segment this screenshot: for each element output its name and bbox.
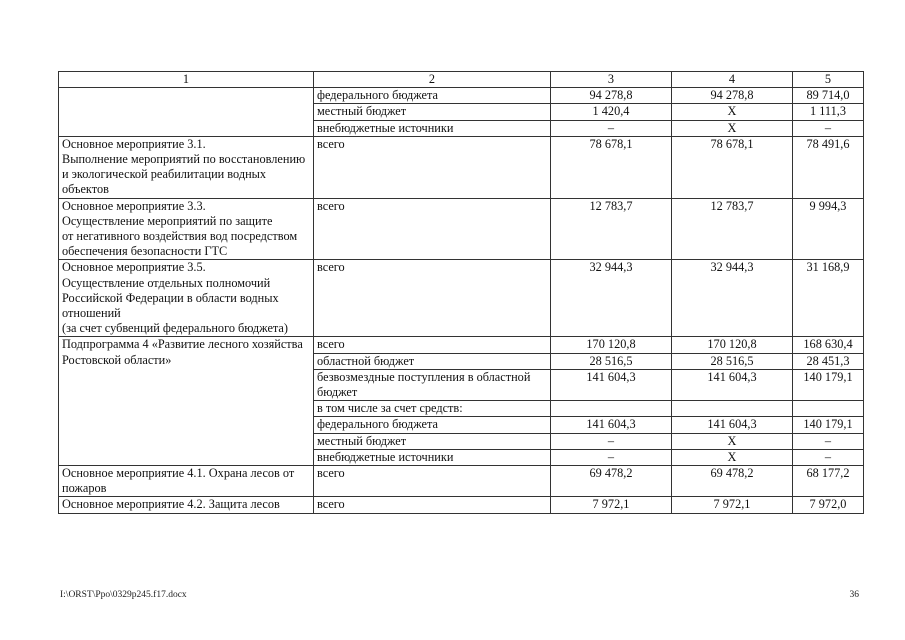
value-cell-col5 — [793, 401, 864, 417]
value-cell-col3: – — [551, 449, 672, 465]
value-cell-col5: 78 491,6 — [793, 136, 864, 198]
value-cell-col5: 1 111,3 — [793, 104, 864, 120]
table-row — [59, 466, 864, 497]
activity-name-cell: Основное мероприятие 4.1. Охрана лесов от пожаров — [59, 466, 314, 497]
header-cell: 3 — [551, 72, 672, 88]
value-cell-col5: 7 972,0 — [793, 497, 864, 513]
funding-source-cell: местный бюджет — [314, 433, 551, 449]
value-cell-col4: 78 678,1 — [672, 136, 793, 198]
table-row — [59, 260, 864, 337]
activity-name-cell — [59, 88, 314, 137]
table-header-row — [59, 72, 864, 88]
value-cell-col3: 170 120,8 — [551, 337, 672, 353]
funding-source-cell: в том числе за счет средств: — [314, 401, 551, 417]
value-cell-col3: 1 420,4 — [551, 104, 672, 120]
value-cell-col3: 94 278,8 — [551, 88, 672, 104]
value-cell-col4: 170 120,8 — [672, 337, 793, 353]
budget-table — [58, 71, 864, 514]
header-cell: 1 — [59, 72, 314, 88]
activity-name-cell: Подпрограмма 4 «Развитие лесного хозяйства Ростовской области» — [59, 337, 314, 466]
value-cell-col3: 12 783,7 — [551, 198, 672, 260]
value-cell-col4: Х — [672, 449, 793, 465]
header-cell: 2 — [314, 72, 551, 88]
funding-source-cell: безвозмездные поступления в областной бюджет — [314, 369, 551, 400]
activity-name-cell: Основное мероприятие 3.1. Выполнение мероприятий по восстановлению и экологической реабилитации водных объектов — [59, 136, 314, 198]
value-cell-col4: 141 604,3 — [672, 417, 793, 433]
value-cell-col5: 31 168,9 — [793, 260, 864, 337]
value-cell-col5: 140 179,1 — [793, 369, 864, 400]
value-cell-col3: – — [551, 433, 672, 449]
page-footer — [58, 590, 863, 604]
funding-source-cell: внебюджетные источники — [314, 449, 551, 465]
funding-source-cell: всего — [314, 136, 551, 198]
funding-source-cell: всего — [314, 497, 551, 513]
table-row — [59, 337, 864, 353]
value-cell-col5: – — [793, 120, 864, 136]
value-cell-col4: 32 944,3 — [672, 260, 793, 337]
value-cell-col4: Х — [672, 120, 793, 136]
value-cell-col5: – — [793, 449, 864, 465]
value-cell-col3: 78 678,1 — [551, 136, 672, 198]
value-cell-col4: 141 604,3 — [672, 369, 793, 400]
value-cell-col5: 28 451,3 — [793, 353, 864, 369]
activity-name-cell: Основное мероприятие 3.5. Осуществление отдельных полномочий Российской Федерации в области водных отношений (за счет субвенций федерального бюджета) — [59, 260, 314, 337]
value-cell-col4: 28 516,5 — [672, 353, 793, 369]
value-cell-col3: 141 604,3 — [551, 417, 672, 433]
header-cell: 4 — [672, 72, 793, 88]
value-cell-col3: 7 972,1 — [551, 497, 672, 513]
value-cell-col4: Х — [672, 104, 793, 120]
value-cell-col3: 141 604,3 — [551, 369, 672, 400]
value-cell-col4: 12 783,7 — [672, 198, 793, 260]
funding-source-cell: всего — [314, 466, 551, 497]
value-cell-col4: 94 278,8 — [672, 88, 793, 104]
value-cell-col4: 69 478,2 — [672, 466, 793, 497]
value-cell-col5: 9 994,3 — [793, 198, 864, 260]
table-row — [59, 136, 864, 198]
value-cell-col5: 140 179,1 — [793, 417, 864, 433]
value-cell-col4: 7 972,1 — [672, 497, 793, 513]
header-cell: 5 — [793, 72, 864, 88]
funding-source-cell: местный бюджет — [314, 104, 551, 120]
activity-name-cell: Основное мероприятие 4.2. Защита лесов — [59, 497, 314, 513]
value-cell-col5: – — [793, 433, 864, 449]
value-cell-col5: 168 630,4 — [793, 337, 864, 353]
value-cell-col3: – — [551, 120, 672, 136]
value-cell-col4 — [672, 401, 793, 417]
funding-source-cell: всего — [314, 198, 551, 260]
value-cell-col3: 28 516,5 — [551, 353, 672, 369]
funding-source-cell: внебюджетные источники — [314, 120, 551, 136]
table-row — [59, 88, 864, 104]
value-cell-col3: 69 478,2 — [551, 466, 672, 497]
value-cell-col5: 68 177,2 — [793, 466, 864, 497]
value-cell-col5: 89 714,0 — [793, 88, 864, 104]
page-number: 36 — [849, 590, 859, 600]
funding-source-cell: всего — [314, 337, 551, 353]
value-cell-col3: 32 944,3 — [551, 260, 672, 337]
funding-source-cell: всего — [314, 260, 551, 337]
value-cell-col3 — [551, 401, 672, 417]
footer-file-path: I:\ORST\Ppo\0329p245.f17.docx — [60, 590, 187, 600]
table-row — [59, 497, 864, 513]
funding-source-cell: федерального бюджета — [314, 417, 551, 433]
table-row — [59, 198, 864, 260]
funding-source-cell: федерального бюджета — [314, 88, 551, 104]
value-cell-col4: Х — [672, 433, 793, 449]
funding-source-cell: областной бюджет — [314, 353, 551, 369]
activity-name-cell: Основное мероприятие 3.3. Осуществление мероприятий по защите от негативного воздействия вод посредством обеспечения безопасности ГТС — [59, 198, 314, 260]
